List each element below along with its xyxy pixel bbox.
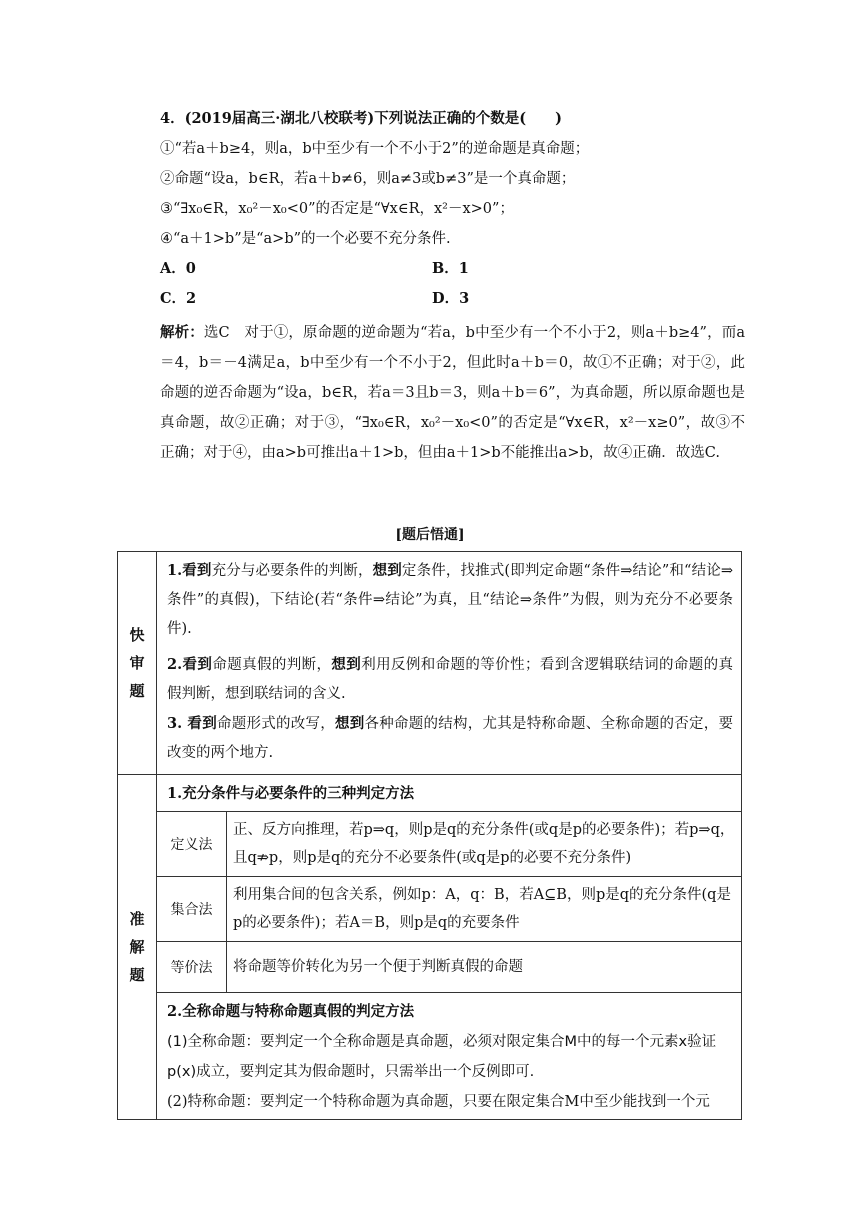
- quantifier-content: [157, 993, 742, 1120]
- quick-review-item-3: 3. 看到命题形式的改写，想到各种命题的结构，尤其是特称命题、全称命题的否定，要改变的两个地方.: [167, 715, 734, 761]
- choices-row-1: [160, 254, 740, 284]
- method-desc-definition: 正、反方向推理，若p⇒q，则p是q的充分条件(或q是p的必要条件)；若p⇒q，且q⇏p，则p是q的充分不必要条件(或q是p的必要不充分条件): [227, 812, 742, 877]
- statement-1: ①“若a＋b≥4，则a，b中至少有一个不小于2”的逆命题是真命题；: [160, 141, 590, 157]
- method-row-set: [118, 877, 742, 942]
- quick-review-row: [118, 552, 742, 775]
- method-desc-equivalence: 将命题等价转化为另一个便于判断真假的命题: [227, 942, 742, 993]
- universal-proposition-text: (1)全称命题：要判定一个全称命题是真命题，必须对限定集合M中的每一个元素x验证p(x)成立，要判定其为假命题时，只需举出一个反例即可.: [167, 1034, 717, 1080]
- solution-block: [160, 318, 745, 468]
- method-desc-set: 利用集合间的包含关系，例如p：A，q：B，若A⊆B，则p是q的充分条件(q是p的必要条件)；若A＝B，则p是q的充要条件: [227, 877, 742, 942]
- method-name-definition: 定义法: [157, 812, 227, 877]
- choices-row-2: [160, 284, 740, 314]
- method-name-set: 集合法: [157, 877, 227, 942]
- method-row-equivalence: [118, 942, 742, 993]
- statement-2: ②命题“设a，b∈R，若a＋b≠6，则a≠3或b≠3”是一个真命题；: [160, 171, 576, 187]
- accurate-solve-heading-row: [118, 775, 742, 812]
- quantifier-heading: 2.全称命题与特称命题真假的判定方法: [167, 1003, 415, 1020]
- solution-text: 选C 对于①，原命题的逆命题为“若a，b中至少有一个不小于2，则a＋b≥4”，而a＝4，b＝－4满足a，b中至少有一个不小于2，但此时a＋b＝0，故①不正确；对于②，此命题的逆否命题为“设a，b∈R，若a＝3且b＝3，则a＋b＝6”，为真命题，所以原命题也是真命题，故②正确；对于③，“∃x₀∈R，x₀²－x₀<0”的否定是“∀x∈R，x²－x≥0”，故③不正确；对于④，由a>b可推出a＋1>b，但由a＋1>b不能推出a>b，故④正确．故选C.: [160, 325, 745, 461]
- solution-paragraph: [160, 318, 745, 468]
- summary-table: [117, 551, 742, 1120]
- judgment-methods-heading: 1.充分条件与必要条件的三种判定方法: [157, 775, 742, 812]
- choice-a: A．0: [160, 260, 196, 277]
- method-row-definition: [118, 812, 742, 877]
- choice-d: D．3: [432, 290, 470, 307]
- existential-proposition-text: (2)特称命题：要判定一个特称命题为真命题，只要在限定集合M中至少能找到一个元: [167, 1094, 710, 1110]
- quick-review-item-2: 2.看到命题真假的判断，想到利用反例和命题的等价性；看到含逻辑联结词的命题的真假判断，想到联结词的含义.: [167, 656, 734, 702]
- choice-b: B．1: [432, 260, 469, 277]
- accurate-solve-label: 准 解 题: [118, 775, 157, 1120]
- quantifier-row: [118, 993, 742, 1120]
- solution-label: 解析：: [160, 324, 204, 341]
- question-block: [160, 104, 740, 314]
- statement-4: ④“a＋1>b”是“a>b”的一个必要不充分条件.: [160, 231, 451, 247]
- quick-review-item-1: 1.看到充分与必要条件的判断，想到定条件，找推式(即判定命题“条件⇒结论”和“结论⇒条件”的真假)，下结论(若“条件⇒结论”为真，且“结论⇒条件”为假，则为充分不必要条件).: [167, 562, 734, 637]
- method-name-equivalence: 等价法: [157, 942, 227, 993]
- question-stem: 4．(2019届高三·湖北八校联考)下列说法正确的个数是( ): [160, 110, 562, 127]
- section-title: [题后悟通]: [395, 527, 465, 543]
- quick-review-content: [157, 552, 742, 775]
- quick-review-label: 快 审 题: [118, 552, 157, 775]
- choice-c: C．2: [160, 290, 197, 307]
- statement-3: ③“∃x₀∈R，x₀²－x₀<0”的否定是“∀x∈R，x²－x>0”；: [160, 201, 514, 217]
